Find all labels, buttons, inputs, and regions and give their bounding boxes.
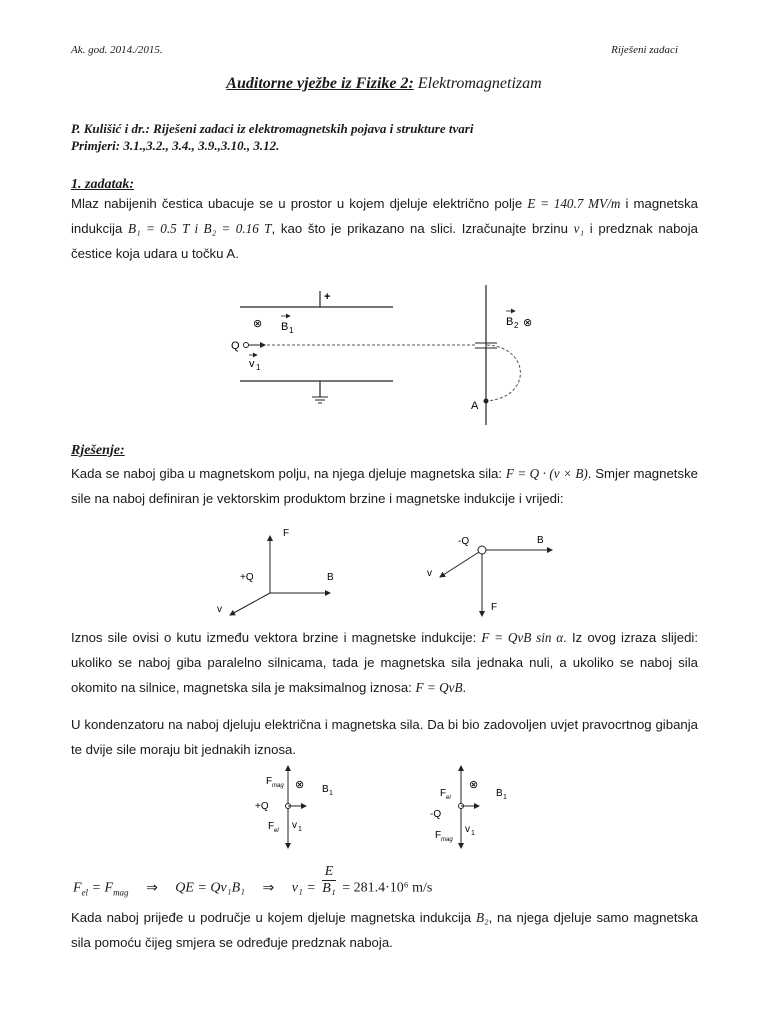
solution-p4-b: , na njega djeluje samo magnetska sila pomoću čijeg smjera se određuje predznak naboja. [71, 910, 698, 950]
solution-p2-a: Iznos sile ovisi o kutu između vektora brzine i magnetske indukcije: [71, 630, 477, 645]
solution-p2-formula2: F = QvB [415, 680, 463, 695]
b2-label: B [506, 316, 514, 328]
task1-heading: 1. zadatak: [71, 177, 134, 192]
solution-p1-a: Kada se naboj giba u magnetskom polju, na njega djeluje magnetska sila: [71, 466, 503, 481]
reference-examples: Primjeri: 3.1.,3.2., 3.4., 3.9.,3.10., 3.12. [71, 138, 280, 153]
velocity-equation [73, 864, 573, 908]
right-v1-sub: 1 [471, 830, 475, 837]
right-b-label: B [537, 535, 544, 546]
solution-heading: Rješenje: [71, 443, 125, 458]
right-cross-icon: ⊗ [469, 779, 479, 791]
left-cross-icon: ⊗ [295, 779, 305, 791]
right-f-label: F [491, 602, 498, 613]
right-fmag-label: F [435, 830, 442, 841]
left-fmag-sub: mag [272, 783, 284, 789]
right-charge [478, 546, 486, 554]
left-b1-label: B [322, 784, 329, 795]
title-part1: Auditorne vježbe iz Fizike 2: [226, 75, 414, 92]
right-q-label: -Q [430, 809, 442, 820]
point-a [484, 399, 489, 404]
solution-p4-a: Kada naboj prijeđe u područje u kojem djeluje magnetska indukcija [71, 910, 472, 925]
left-v1-label: v [292, 820, 297, 831]
solution-p4-b2: B₂ [475, 910, 489, 925]
b1-sub: 1 [289, 326, 294, 335]
eq-fraction [322, 864, 335, 897]
title-part2: Elektromagnetizam [417, 75, 542, 92]
cross-b2-icon: ⊗ [523, 317, 533, 329]
right-fmag-sub: mag [441, 837, 453, 843]
left-f-label: F [283, 528, 290, 539]
figure-force-balance [250, 762, 550, 852]
eq-num: E [322, 864, 335, 881]
trajectory-arc [487, 345, 520, 401]
task1-v1: v₁ [573, 221, 585, 236]
task1-b-values: B₁ = 0.5 T i B₂ = 0.16 T [128, 221, 272, 236]
right-fel-sub: el [446, 795, 451, 801]
eq-fmag: = F [88, 880, 114, 896]
task1-text-a: Mlaz nabijenih čestica ubacuje se u prostor u kojem djeluje električno polje [71, 196, 523, 211]
left-v1-sub: 1 [298, 826, 302, 833]
eq-implies-1: ⇒ [146, 880, 158, 896]
task1-text [71, 191, 698, 266]
right-q-label: -Q [458, 536, 470, 547]
right-b1-label: B [496, 788, 503, 799]
solution-p2 [71, 625, 698, 700]
solution-p2-formula1: F = QvB sin α [481, 630, 564, 645]
left-q-label: +Q [240, 572, 254, 583]
task1-text-d: i predznak naboja čestice koja udara u točku A. [71, 221, 698, 261]
eq-fel-sub: el [81, 887, 89, 898]
right-v-axis [440, 552, 479, 577]
figure-force-directions [217, 518, 560, 623]
solution-p2-c: . [462, 680, 467, 695]
solution-p4 [71, 905, 698, 955]
left-v-axis [230, 593, 270, 615]
q-label: Q [231, 340, 240, 352]
b2-sub: 2 [514, 321, 519, 330]
v1-sub: 1 [256, 363, 261, 372]
left-fmag-label: F [266, 776, 273, 787]
right-fel-label: F [440, 788, 447, 799]
left-fel-sub: el [274, 828, 279, 834]
charge-dot [244, 343, 249, 348]
solution-p1-formula: F = Q · (v × B) [505, 466, 588, 481]
solution-p1 [71, 461, 698, 511]
b1-label: B [281, 321, 289, 333]
solution-p1-b: . Smjer magnetske sile na naboj definiran je vektorskim produktom brzine i magnetske indukcije i vrijedi: [71, 466, 698, 506]
left-b1-sub: 1 [329, 790, 333, 797]
right-b1-sub: 1 [503, 794, 507, 801]
page-title [0, 75, 768, 93]
task1-text-b: i magnetska indukcija [71, 196, 699, 236]
eq-v1: v₁ = [291, 880, 316, 896]
task1-e-field: E = 140.7 MV/m [527, 196, 621, 211]
eq-fmag-sub: mag [113, 887, 129, 898]
a-label: A [471, 400, 479, 412]
solution-p3: U kondenzatoru na naboj djeluju električna i magnetska sila. Da bi bio zadovoljen uvjet pravocrtnog gibanja te dvije sile moraju bit jednakih iznosa. [71, 717, 698, 757]
reference-book: P. Kulišić i dr.: Riješeni zadaci iz elektromagnetskih pojava i strukture tvari [71, 121, 474, 136]
eq-fel: F [73, 880, 82, 896]
left-b-label: B [327, 572, 334, 583]
cross-b1-icon: ⊗ [253, 318, 263, 330]
left-v-label: v [217, 604, 222, 615]
plus-label: + [324, 291, 331, 303]
eq-qe: QE = Qv₁B₁ [175, 880, 246, 896]
solution-p2-b: . Iz ovog izraza slijedi: ukoliko se naboj giba paralelno silnicama, tada je magnetska sila jednaka nuli, a ukoliko se naboj sila okomito na silnice, magnetska sila je maksimalnog iznosa: [71, 630, 698, 695]
eq-result: = 281.4·10⁶ m/s [342, 880, 433, 896]
header-right: Riješeni zadaci [611, 44, 678, 56]
left-q-label: +Q [255, 801, 269, 812]
eq-implies-2: ⇒ [262, 880, 275, 896]
task1-text-c: , kao što je prikazano na slici. Izračunajte brzinu [271, 221, 568, 236]
header-left: Ak. god. 2014./2015. [71, 44, 163, 56]
v1-label: v [249, 358, 255, 370]
left-fel-label: F [268, 821, 275, 832]
figure-capacitor [225, 285, 545, 430]
right-v-label: v [427, 568, 432, 579]
right-v1-label: v [465, 824, 470, 835]
eq-den: B₁ [322, 881, 336, 896]
